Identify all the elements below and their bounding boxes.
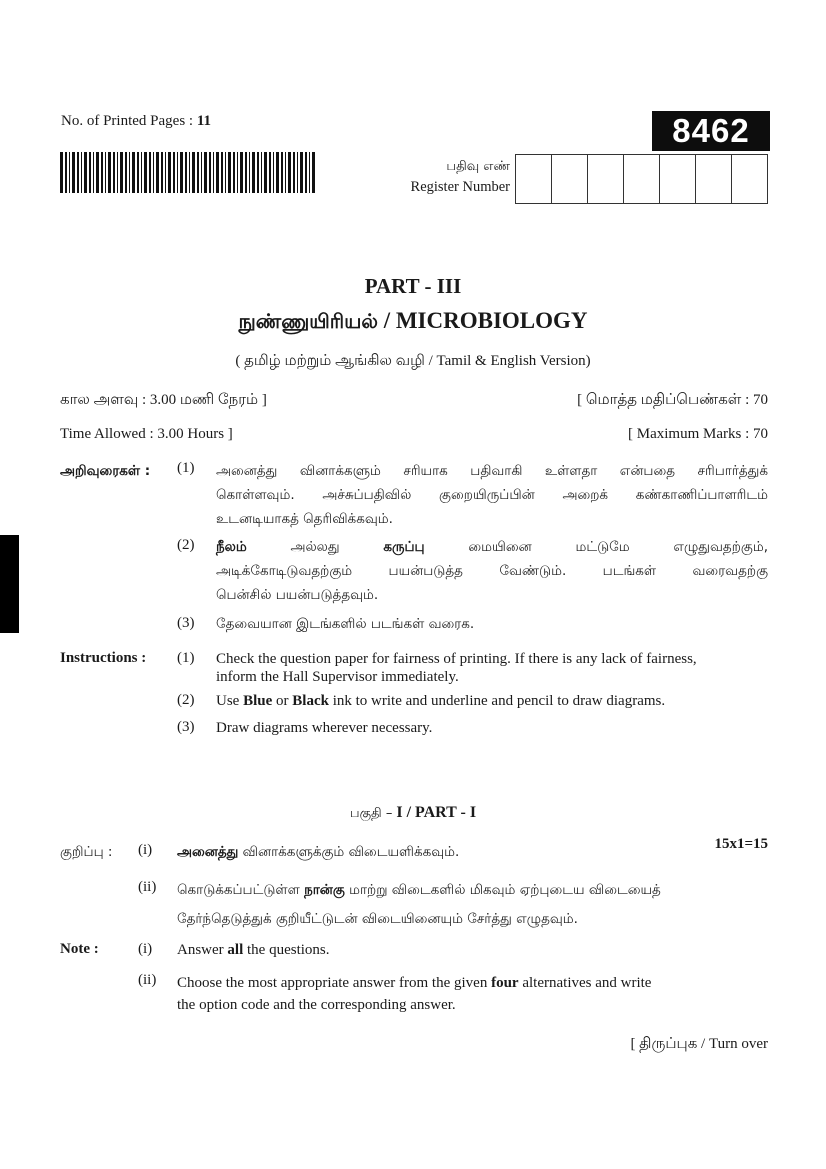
instr-ta-1-line: கொள்ளவும். அச்சுப்பதிவில் குறையிருப்பின் அறைக் கண்காணிப்பாளரிடம் xyxy=(216,487,768,503)
paper-code: 8462 xyxy=(652,111,770,151)
instructions-english-label: Instructions : xyxy=(60,650,147,666)
note-ta-2 xyxy=(177,876,768,934)
note-ta-1 xyxy=(177,840,697,864)
instr-ta-3 xyxy=(216,612,768,636)
note-en-2-line: the option code and the corresponding answer. xyxy=(177,997,456,1013)
marks-english: [ Maximum Marks : 70 xyxy=(628,426,768,442)
instr-ta-2-line xyxy=(216,535,768,559)
instr-ta-3-num: (3) xyxy=(177,615,195,631)
register-label-tamil: பதிவு எண் xyxy=(446,159,510,174)
register-digit-box[interactable] xyxy=(552,155,588,203)
register-digit-box[interactable] xyxy=(588,155,624,203)
instr-en-1-line: Check the question paper for fairness of printing. If there is any lack of fairness, xyxy=(216,651,697,667)
blue-word: Blue xyxy=(243,693,273,709)
note-ta-2-line xyxy=(177,876,768,905)
black-word: Black xyxy=(292,693,329,709)
note-ta-2-text: மாற்று விடைகளில் மிகவும் ஏற்புடைய விடையைத் xyxy=(344,882,661,898)
instr-ta-2-text: மையினை மட்டுமே எழுதுவதற்கும், xyxy=(424,539,768,555)
instr-ta-2-num: (2) xyxy=(177,537,195,553)
instr-ta-1-num: (1) xyxy=(177,460,195,476)
subject-english: MICROBIOLOGY xyxy=(395,308,588,333)
instr-en-2-text: ink to write and underline and pencil to draw diagrams. xyxy=(328,693,666,709)
part-one-marks: 15x1=15 xyxy=(714,836,768,852)
subject-tamil: நுண்ணுயிரியல் xyxy=(238,309,378,333)
register-digit-box[interactable] xyxy=(624,155,660,203)
time-english: Time Allowed : 3.00 Hours ] xyxy=(60,426,233,442)
register-number-boxes xyxy=(515,154,768,204)
time-marks-english-row xyxy=(60,426,768,443)
register-digit-box[interactable] xyxy=(732,155,767,203)
instr-ta-1-line: உடனடியாகத் தெரிவிக்கவும். xyxy=(216,511,393,527)
instr-en-1-num: (1) xyxy=(177,650,195,666)
part-one-heading xyxy=(0,804,826,822)
instr-ta-2-line: பென்சில் பயன்படுத்தவும். xyxy=(216,587,379,603)
instr-en-1 xyxy=(216,650,768,686)
instr-en-2-text: or xyxy=(272,693,293,709)
register-digit-box[interactable] xyxy=(696,155,732,203)
blue-word-ta: நீலம் xyxy=(216,539,247,555)
instr-ta-1 xyxy=(216,459,768,531)
instr-ta-2-line: அடிக்கோடிடுவதற்கும் பயன்படுத்த வேண்டும். படங்கள் வரைவதற்கு xyxy=(216,563,768,579)
subject-title xyxy=(0,308,826,336)
barcode xyxy=(60,152,318,193)
four-word-ta: நான்கு xyxy=(304,882,345,898)
register-digit-box[interactable] xyxy=(660,155,696,203)
note-en-1 xyxy=(177,941,737,959)
note-en-2 xyxy=(177,972,768,1016)
note-en-2-line xyxy=(177,972,768,994)
time-tamil: கால அளவு : 3.00 மணி நேரம் ] xyxy=(60,392,267,408)
note-en-1-num: (i) xyxy=(138,941,153,957)
time-marks-tamil-row xyxy=(60,391,768,410)
instr-ta-2-text: அல்லது xyxy=(246,539,384,555)
note-ta-2-line: தேர்ந்தெடுத்துக் குறியீட்டுடன் விடையினையும் சேர்த்து எழுதவும். xyxy=(177,911,578,927)
all-word-ta: அனைத்து xyxy=(177,844,239,860)
instr-en-2 xyxy=(216,692,768,710)
printed-pages-label: No. of Printed Pages : xyxy=(61,113,194,129)
register-number-label xyxy=(360,156,510,198)
subject-separator: / xyxy=(377,308,396,333)
note-en-2-text: alternatives and write xyxy=(518,975,652,991)
note-ta-1-num: (i) xyxy=(138,842,153,858)
note-ta-1-text: வினாக்களுக்கும் விடையளிக்கவும். xyxy=(238,844,460,860)
instr-ta-1-line: அனைத்து வினாக்களும் சரியாக பதிவாகி உள்ளதா என்பதை சரிபார்த்துக் xyxy=(216,463,768,479)
part-title: PART - III xyxy=(364,274,462,298)
part-one-tamil: பகுதி – xyxy=(349,806,393,821)
note-en-2-num: (ii) xyxy=(138,972,157,988)
instr-en-3: Draw diagrams wherever necessary. xyxy=(216,720,433,736)
part-one-english: I / PART - I xyxy=(392,804,477,821)
marks-tamil: [ மொத்த மதிப்பெண்கள் : 70 xyxy=(577,392,768,408)
printed-pages-value: 11 xyxy=(196,113,212,129)
all-word: all xyxy=(227,942,244,958)
instr-en-2-text: Use xyxy=(216,693,244,709)
note-english-label: Note : xyxy=(60,941,99,957)
instructions-tamil-label: அறிவுரைகள் : xyxy=(60,463,151,479)
instr-en-1-line: inform the Hall Supervisor immediately. xyxy=(216,669,459,685)
version-line: ( தமிழ் மற்றும் ஆங்கில வழி / Tamil & English Version) xyxy=(235,353,591,369)
margin-marker xyxy=(0,535,19,633)
turn-over-label: [ திருப்புக / Turn over xyxy=(630,1036,768,1052)
note-en-1-text: the questions. xyxy=(243,942,330,958)
instr-ta-2 xyxy=(216,535,768,607)
instr-en-2-num: (2) xyxy=(177,692,195,708)
four-word: four xyxy=(491,975,519,991)
register-label-english: Register Number xyxy=(410,179,510,195)
note-en-2-text: Choose the most appropriate answer from the given xyxy=(177,975,492,991)
black-word-ta: கருப்பு xyxy=(383,539,425,555)
note-en-1-text: Answer xyxy=(177,942,228,958)
note-ta-2-num: (ii) xyxy=(138,879,157,895)
printed-pages-count xyxy=(61,113,211,130)
instr-en-3-num: (3) xyxy=(177,719,195,735)
note-ta-2-text: கொடுக்கப்பட்டுள்ள xyxy=(177,882,305,898)
instr-ta-3-line: தேவையான இடங்களில் படங்கள் வரைக. xyxy=(216,616,475,632)
note-tamil-label: குறிப்பு : xyxy=(60,844,113,860)
register-digit-box[interactable] xyxy=(516,155,552,203)
